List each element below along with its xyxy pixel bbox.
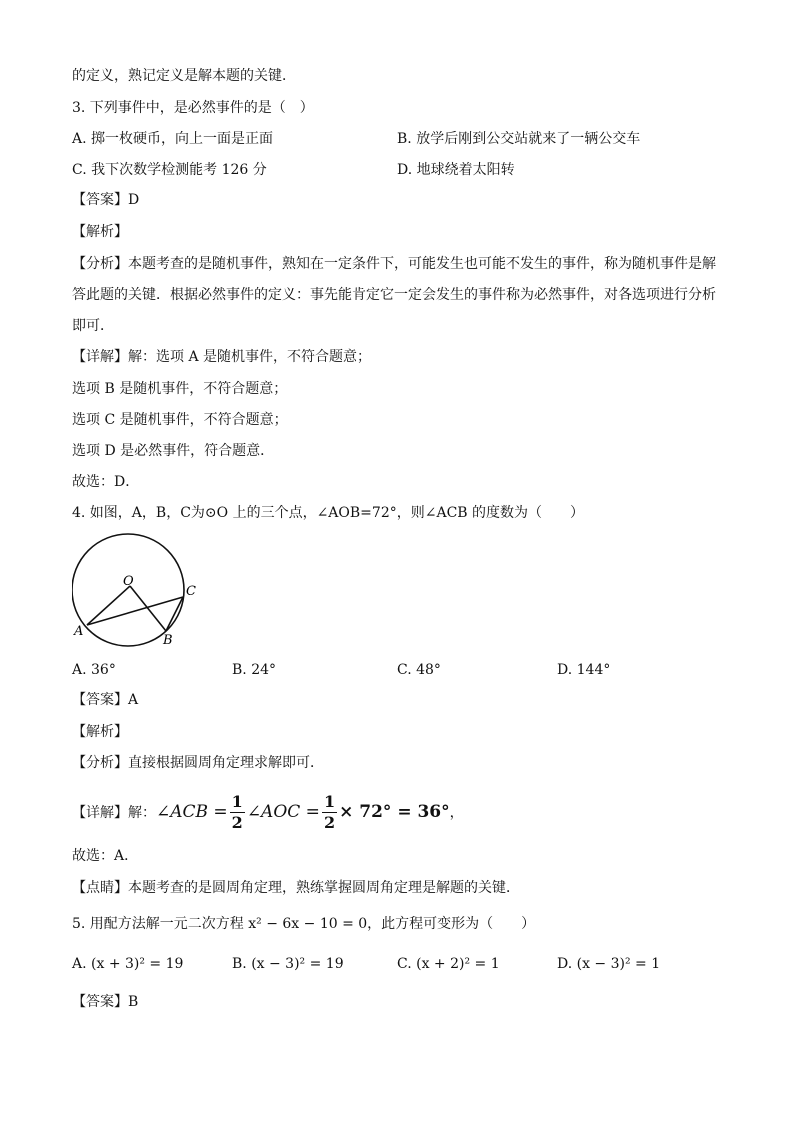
label-b: B [163, 633, 173, 648]
segment-cb [166, 597, 183, 631]
q5-answer: 【答案】B [72, 994, 139, 1010]
fraction-2-numerator: 1 [323, 791, 336, 811]
q4-comment: 【点睛】本题考查的是圆周角定理，熟练掌握圆周角定理是解题的关键． [72, 880, 520, 896]
q3-detail-line-1: 【详解】解：选项 A 是随机事件，不符合题意； [72, 349, 372, 365]
label-a: A [74, 624, 84, 639]
q5-stem: 5. 用配方法解一元二次方程 x² − 6x − 10 = 0，此方程可变形为（ ） [72, 916, 536, 932]
fraction-2-denominator: 2 [323, 812, 336, 832]
q3-option-c: C. 我下次数学检测能考 126 分 [72, 162, 267, 178]
q3-option-a: A. 掷一枚硬币，向上一面是正面 [72, 131, 274, 147]
fraction-1-denominator: 2 [231, 812, 243, 832]
q4-option-b: B. 24° [232, 662, 277, 678]
q5-option-a: A. (x + 3)² = 19 [72, 956, 184, 972]
q4-choose: 故选：A． [72, 848, 139, 864]
q3-analysis-line-2: 答此题的关键．根据必然事件的定义：事先能肯定它一定会发生的事件称为必然事件，对各选项进行分析 [72, 287, 716, 303]
q3-detail-line-4: 选项 D 是必然事件，符合题意． [72, 443, 275, 459]
formula-tail: × 72° = 36° [339, 802, 450, 822]
q3-option-d: D. 地球绕着太阳转 [397, 162, 515, 178]
q4-stem: 4. 如图，A，B，C为⊙O 上的三个点，∠AOB=72°，则∠ACB 的度数为（ ） [72, 505, 585, 521]
formula-end: ， [449, 805, 464, 821]
intro-line: 的定义，熟记定义是解本题的关键． [72, 68, 296, 84]
q4-option-a: A. 36° [72, 662, 116, 678]
q3-stem: 3. 下列事件中，是必然事件的是（ ） [72, 100, 314, 116]
q4-option-d: D. 144° [557, 662, 611, 678]
q3-answer: 【答案】D [72, 192, 140, 208]
q3-detail-line-2: 选项 B 是随机事件，不符合题意； [72, 381, 288, 397]
formula-fraction-1 [230, 792, 245, 833]
q5-option-d: D. (x − 3)² = 1 [557, 956, 661, 972]
q5-option-b: B. (x − 3)² = 19 [232, 956, 344, 972]
q4-answer: 【答案】A [72, 692, 139, 708]
q4-analysis: 【分析】直接根据圆周角定理求解即可． [72, 755, 324, 771]
q3-analysis-line-1: 【分析】本题考查的是随机事件，熟知在一定条件下，可能发生也可能不发生的事件，称为随机事件是解 [72, 256, 716, 272]
label-c: C [186, 584, 196, 599]
q3-choose: 故选：D． [72, 474, 140, 490]
q3-option-b: B. 放学后刚到公交站就来了一辆公交车 [397, 131, 641, 147]
q3-detail-line-3: 选项 C 是随机事件，不符合题意； [72, 412, 288, 428]
q5-option-c: C. (x + 2)² = 1 [397, 956, 500, 972]
fraction-1-numerator: 1 [231, 791, 243, 811]
circle-figure [72, 532, 212, 650]
q4-detail-formula [72, 790, 464, 834]
segment-ob [130, 586, 166, 631]
formula-fraction-2 [322, 792, 337, 833]
label-o: O [123, 574, 134, 589]
q4-analysis-head: 【解析】 [72, 724, 128, 740]
q3-analysis-head: 【解析】 [72, 224, 128, 240]
q4-option-c: C. 48° [397, 662, 441, 678]
q4-detail-prefix: 【详解】解： [72, 805, 156, 821]
q3-analysis-line-3: 即可． [72, 318, 114, 334]
formula-lhs: ∠ACB = [156, 802, 228, 822]
formula-mid: ∠AOC = [246, 802, 320, 822]
